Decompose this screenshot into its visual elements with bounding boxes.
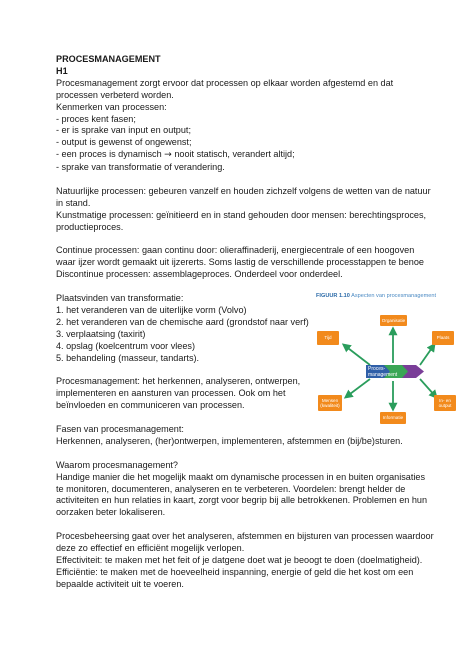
text-line: Natuurlijke processen: gebeuren vanzelf en houden zichzelf volgens de wetten van de natuur <box>56 185 431 196</box>
text-line: 5. behandeling (masseur, tandarts). <box>56 352 200 363</box>
text-line: - sprake van transformatie of verandering. <box>56 162 225 173</box>
arrow-plaats <box>420 345 434 365</box>
text-line: activiteiten en hun relaties in kaart, zorgt voor begrip bij alle betrokkenen. Problemen en hun <box>56 495 428 506</box>
text-line: Discontinue processen: assemblageproces. Onderdeel voor onderdeel. <box>56 269 343 280</box>
text-line: oorzaken beter lokaliseren. <box>56 507 166 518</box>
arrow-right-icon: → <box>164 150 172 161</box>
text-line: - er is sprake van input en output; <box>56 125 191 136</box>
figure-process-aspects <box>288 289 456 504</box>
box-mensen: Mensen (kwaliteit) <box>318 395 342 411</box>
box-plaats: Plaats <box>432 331 454 345</box>
figure-caption-text: Aspecten van procesmanagement <box>351 293 437 299</box>
text-line: beïnvloeden en communiceren van processen. <box>56 400 245 411</box>
text-line: waar ijzer wordt gemaakt uit ijzererts. Soms lastig de verschillende processtappen te benoe <box>56 257 424 268</box>
text-line: deze zo effectief en efficiënt mogelijk verlopen. <box>56 543 245 554</box>
text-line: Herkennen, analyseren, (her)ontwerpen, implementeren, afstemmen en (bij/be)sturen. <box>56 435 403 446</box>
text-line: 1. het veranderen van de uiterlijke vorm (Volvo) <box>56 304 247 315</box>
text-line: Continue processen: gaan continu door: olieraffinaderij, energiecentrale of een hoogoven <box>56 245 415 256</box>
text-line: Procesmanagement: het herkennen, analyseren, ontwerpen, <box>56 376 301 387</box>
box-tijd: Tijd <box>317 331 339 345</box>
text-line: - een proces is dynamisch → nooit statisch, verandert altijd; <box>56 149 295 161</box>
text-line: 3. verplaatsing (taxirit) <box>56 328 146 339</box>
box-informatie: Informatie <box>380 412 406 424</box>
arrow-tijd <box>344 345 370 365</box>
text-line: te monitoren, documenteren, analyseren en te verbeteren. Voordelen: brengt helder de <box>56 483 406 494</box>
text-line: 2. het veranderen van de chemische aard (grondstof naar verf) <box>56 316 309 327</box>
text-line: processen verbeterd worden. <box>56 89 174 100</box>
text-line: Waarom procesmanagement? <box>56 459 178 470</box>
text-line: - output is gewenst of ongewenst; <box>56 137 192 148</box>
text-line: Efficiëntie: te maken met de hoeveelheid inspanning, energie of geld die het kost om een <box>56 566 414 577</box>
text-line: Kunstmatige processen: geïnitieerd en in stand gehouden door mensen: berechtingsproces, <box>56 209 427 220</box>
text-line: Effectiviteit: te maken met het feit of je datgene doet wat je beoogt te doen (doelmatigheid). <box>56 554 423 565</box>
text-line: implementeren en aansturen van processen. Ook om het <box>56 388 286 399</box>
figure-arrows <box>288 289 456 504</box>
arrow-mensen <box>346 379 370 397</box>
text-line: - proces kent fasen; <box>56 113 136 124</box>
text-line: Procesbeheersing gaat over het analyseren, afstemmen en bijsturen van processen waardoor <box>56 531 434 542</box>
blank-line <box>56 174 448 186</box>
figure-caption-number: FIGUUR 1.10 <box>316 293 350 299</box>
text-line: productieproces. <box>56 221 124 232</box>
text-line: Procesmanagement zorgt ervoor dat processen op elkaar worden afgestemd en dat <box>56 77 394 88</box>
text-line: in stand. <box>56 197 91 208</box>
text-line: Handige manier die het mogelijk maakt om dynamische processen in en buiten organisaties <box>56 471 426 482</box>
text-line: Plaatsvinden van transformatie: <box>56 293 184 304</box>
heading-line: H1 <box>56 65 68 76</box>
center-label: Proces-management <box>368 365 398 378</box>
text-line: 4. opslag (koelcentrum voor vlees) <box>56 340 195 351</box>
heading-line: PROCESMANAGEMENT <box>56 54 161 64</box>
text-line: Kenmerken van processen: <box>56 101 167 112</box>
text-line: bepaalde activiteit uit te voeren. <box>56 578 184 589</box>
box-inoutput: In- en output <box>434 395 456 411</box>
blank-line <box>56 234 448 246</box>
blank-line <box>56 519 448 531</box>
text-line: Fasen van procesmanagement: <box>56 424 184 435</box>
box-organisatie: Organisatie <box>380 315 407 326</box>
